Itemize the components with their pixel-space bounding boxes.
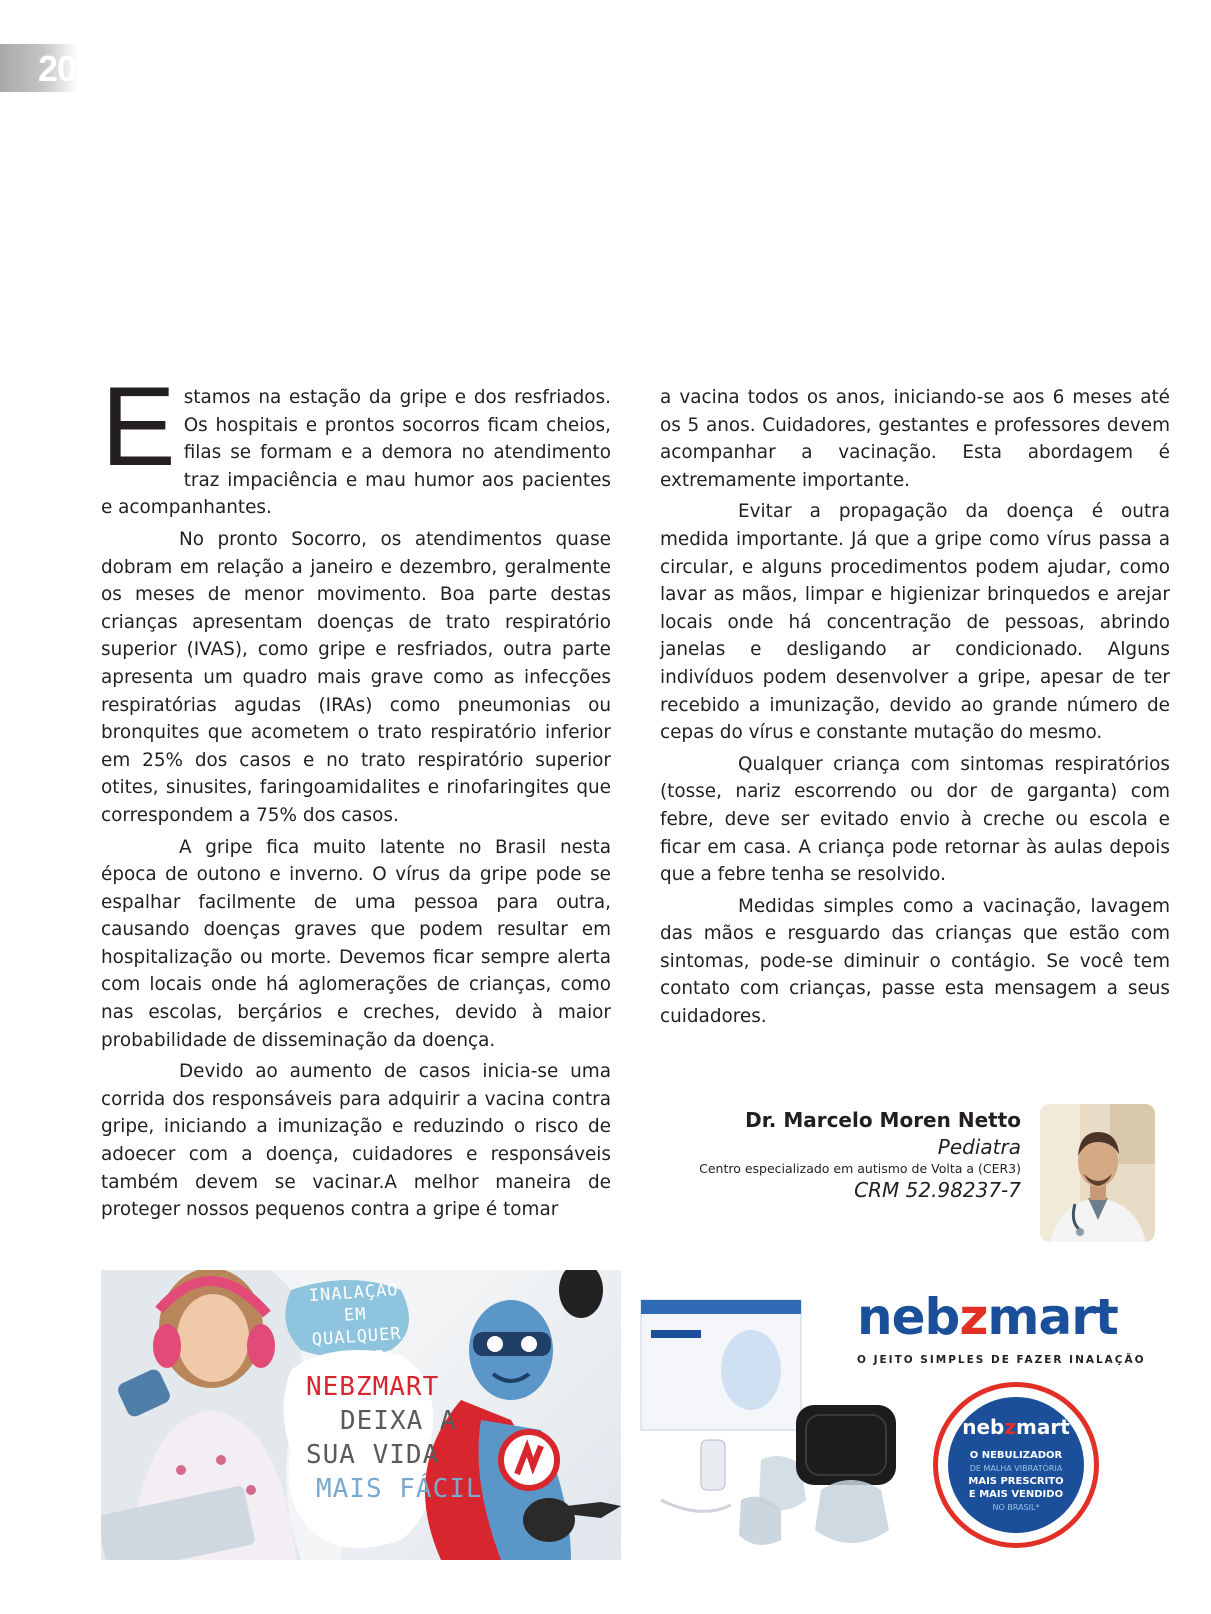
article-paragraph: No pronto Socorro, os atendimentos quase dobram em relação a janeiro e dezembro, geralmente os meses de menor movimento. Boa parte destas crianças apresentam doenças de trato respiratório superior (IVAS), como gripe e resfriados, outra parte apresenta um quadro mais grave como as infecções respiratórias agudas (IRAs) como pneumonias ou bronquites que acometem o trato respiratório inferior em 25% dos casos e no trato respiratório superior otites, sinusites, faringoamidalites e rinofaringites que correspondem a 75% dos casos. bbox=[101, 528, 611, 826]
author-role: Pediatra bbox=[937, 1135, 1021, 1159]
mask-icon bbox=[801, 1470, 901, 1560]
drop-cap: E bbox=[101, 364, 176, 489]
article-column-right bbox=[660, 384, 1170, 1035]
nebzmart-logo: nebzmart bbox=[857, 1288, 1118, 1346]
ad-bubble-message: NEBZMART DEIXA A SUA VIDA MAIS FÁCIL bbox=[306, 1372, 483, 1504]
nebzmart-badge: nebzmart O NEBULIZADOR DE MALHA VIBRATÓRIA MAIS PRESCRITO E MAIS VENDIDO NO BRASIL* bbox=[933, 1382, 1099, 1548]
article-paragraph: Qualquer criança com sintomas respiratórios (tosse, nariz escorrendo ou dor de garganta) com febre, deve ser evitado envio à creche ou escola e ficar em casa. A criança pode retornar às aulas depois que a febre tenha se resolvido. bbox=[660, 753, 1170, 886]
article-paragraph: Estamos na estação da gripe e dos resfriados. Os hospitais e prontos socorros ficam cheios, filas se formam e a demora no atendimento traz impaciência e mau humor aos pacientes e acompanhantes. bbox=[101, 364, 611, 519]
author-signature bbox=[521, 1106, 1021, 1202]
article-paragraph: Medidas simples como a vacinação, lavagem das mãos e resguardo das crianças que estão com sintomas, pode-se diminuir o contágio. Se você tem contato com crianças, passe esta mensagem a seus cuidadores. bbox=[660, 895, 1170, 1028]
ad-bubble-top: INALAÇÃO EM QUALQUER LUGAR bbox=[308, 1279, 403, 1371]
author-institution: Centro especializado em autismo de Volta a (CER3) bbox=[699, 1161, 1021, 1176]
page-number-tab bbox=[0, 44, 78, 92]
article-paragraph: A gripe fica muito latente no Brasil nesta época de outono e inverno. O vírus da gripe pode se espalhar facilmente de uma pessoa para outra, causando doenças graves que podem resultar em hospitalização ou morte. Devemos ficar sempre alerta com locais onde há aglomerações de crianças, como nas escolas, berçários e creches, devido à maior probabilidade de disseminação da doença. bbox=[101, 836, 611, 1051]
author-portrait-icon bbox=[1040, 1104, 1155, 1242]
article-paragraph: Devido ao aumento de casos inicia-se uma corrida dos responsáveis para adquirir a vacina contra gripe, iniciando a imunização e reduzindo o risco de adoecer com a doença, cuidadores e responsáveis também devem se vacinar.A melhor maneira de proteger nossos pequenos contra a gripe é tomar bbox=[101, 1061, 611, 1221]
author-name: Dr. Marcelo Moren Netto bbox=[745, 1108, 1021, 1132]
article-paragraph: a vacina todos os anos, iniciando-se aos 6 meses até os 5 anos. Cuidadores, gestantes e professores devem acompanhar a vacinação. Esta abordagem é extremamente importante. bbox=[660, 387, 1170, 491]
ad-photo-panel bbox=[101, 1270, 621, 1560]
page-number: 20 bbox=[38, 48, 77, 89]
author-photo bbox=[1040, 1104, 1155, 1242]
nebzmart-advertisement bbox=[101, 1270, 1181, 1560]
nebzmart-tagline: O JEITO SIMPLES DE FAZER INALAÇÃO bbox=[857, 1354, 1146, 1366]
article-column-left bbox=[101, 364, 611, 1228]
author-crm: CRM 52.98237-7 bbox=[854, 1178, 1021, 1202]
article-paragraph: Evitar a propagação da doença é outra medida importante. Já que a gripe como vírus passa a circular, e alguns procedimentos podem ajudar, como lavar as mãos, limpar e higienizar brinquedos e arejar locais onde há concentração de pessoas, abrindo janelas e desligando ar condicionado. Alguns indivíduos podem desenvolver a gripe, apesar de ter recebido a imunização, devido ao grande número de cepas do vírus e constante mutação do mesmo. bbox=[660, 501, 1170, 744]
